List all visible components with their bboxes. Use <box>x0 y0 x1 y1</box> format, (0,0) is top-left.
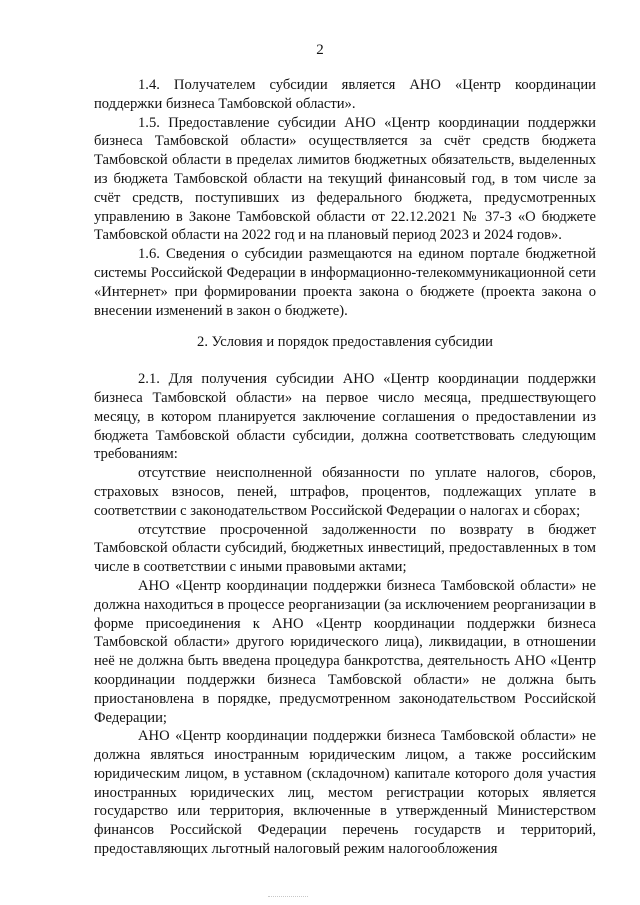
scan-artifact <box>268 896 308 898</box>
requirement-no-reorganization: АНО «Центр координации поддержки бизнеса Тамбовской области» не должна находиться в процессе реорганизации (за исключением реорганизации в форме присоединения к АНО «Центр координации поддержки бизнеса Тамбовской области» другого юридического лица), ликвидации, в отношении неё не должна быть введена процедура банкротства, деятельность АНО «Центр координации поддержки бизнеса Тамбовской области» не должна быть приостановлена в порядке, предусмотренном законодательством Российской Федерации; <box>94 577 596 726</box>
requirement-no-overdue-debt: отсутствие просроченной задолженности по возврату в бюджет Тамбовской области субсидий, бюджетных инвестиций, предоставленных в том числе в соответствии с иными правовыми актами; <box>94 521 596 576</box>
page-number: 2 <box>316 42 324 58</box>
paragraph-1-4: 1.4. Получателем субсидии является АНО «Центр координации поддержки бизнеса Тамбовской области». <box>94 77 596 112</box>
section-heading: 2. Условия и порядок предоставления субсидии <box>197 334 493 351</box>
paragraph-1-5: 1.5. Предоставление субсидии АНО «Центр координации поддержки бизнеса Тамбовской области» осуществляется за счёт средств бюджета Тамбовской области в пределах лимитов бюджетных обязательств, выделенных из бюджета Тамбовской области на текущий финансовый год, в том числе за счёт средств, поступивших из федерального бюджета, предусмотренных управлению в Законе Тамбовской области от 22.12.2021 № 37-З «О бюджете Тамбовской области на 2022 год и на плановый период 2023 и 2024 годов». <box>94 114 596 244</box>
requirement-not-foreign-entity: АНО «Центр координации поддержки бизнеса Тамбовской области» не должна являться иностранным юридическим лицом, а также российским юридическим лицом, в уставном (складочном) капитале которого доля участия иностранных юридических лиц, местом регистрации которых является государство или территория, включенные в утвержденный Министерством финансов Российской Федерации перечень государств и территорий, предоставляющих льготный налоговый режим налогообложения <box>94 728 596 858</box>
paragraph-2-1: 2.1. Для получения субсидии АНО «Центр координации поддержки бизнеса Тамбовской области» на первое число месяца, предшествующего месяцу, в котором планируется заключение соглашения о предоставлении из бюджета Тамбовской области субсидии, должна соответствовать следующим требованиям: <box>94 371 596 463</box>
document-body <box>94 76 596 859</box>
requirement-no-tax-debt: отсутствие неисполненной обязанности по уплате налогов, сборов, страховых взносов, пеней, штрафов, процентов, подлежащих уплате в соответствии с законодательством Российской Федерации о налогах и сборах; <box>94 465 596 519</box>
paragraph-1-6: 1.6. Сведения о субсидии размещаются на едином портале бюджетной системы Российской Федерации в информационно-телекоммуникационной сети «Интернет» при формировании проекта закона о бюджете (проекта закона о внесении изменений в закон о бюджете). <box>94 246 596 319</box>
